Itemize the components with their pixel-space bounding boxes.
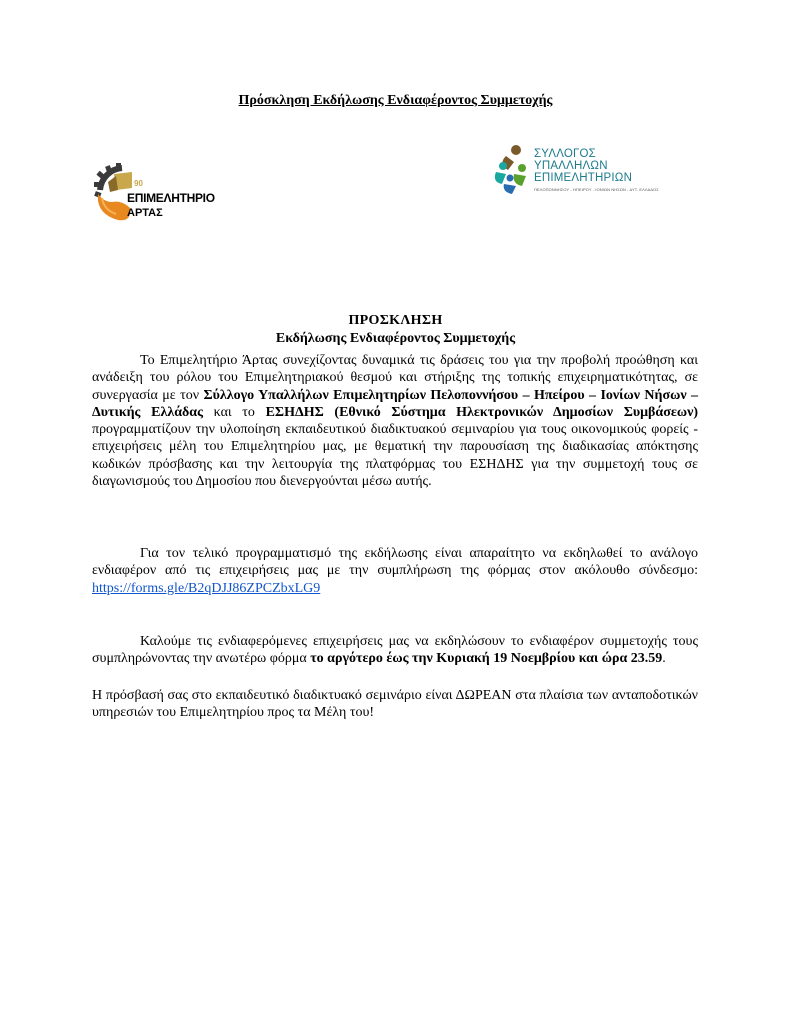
paragraph-deadline-text-1: Καλούμε τις ενδιαφερόμενες επιχειρήσεις μας να εκδηλώσουν το ενδιαφέρον συμμετοχής τους συμπληρώνοντας την ανωτέρω φόρμα xyxy=(92,634,698,667)
paragraph-intro-bold-association: Σύλλογο Υπαλλήλων Επιμελητηρίων Πελοποννήσου – Ηπείρου – Ιονίων Νήσων – Δυτικής Ελλάδας xyxy=(92,387,699,420)
association-logo-line1: ΣΥΛΛΟΓΟΣ xyxy=(534,148,596,160)
chamber-logo xyxy=(92,160,217,230)
paragraph-deadline xyxy=(92,633,698,668)
association-logo xyxy=(488,142,659,220)
paragraph-deadline-text-2: . xyxy=(662,651,666,667)
association-logo-figures-icon xyxy=(488,142,536,197)
paragraph-intro-bold-eshdhs: ΕΣΗΔΗΣ (Εθνικό Σύστημα Ηλεκτρονικών Δημοσίων Συμβάσεων) xyxy=(265,404,698,420)
paragraph-intro-text-3: προγραμματίζουν την υλοποίηση εκπαιδευτικού διαδικτυακού σεμιναρίου για τους οικονομικούς φορείς - επιχειρήσεις μέλη του Επιμελητηρίου μας, με θεματική την παρουσίαση της διαδικασίας απόκτησης κωδικών πρόσβασης και την λειτουργία της πλατφόρμας του ΕΣΗΔΗΣ για την συμμετοχή τους σε διαγωνισμούς του Δημοσίου που διενεργούνται μέσω αυτής. xyxy=(92,422,698,490)
invitation-subheading: Εκδήλωσης Ενδιαφέροντος Συμμετοχής xyxy=(275,331,516,346)
association-logo-line2: ΥΠΑΛΛΗΛΩΝ xyxy=(534,160,608,172)
association-logo-tagline: ΠΕΛΟΠΟΝΝΗΣΟΥ - ΗΠΕΙΡΟΥ - ΙΟΝΙΩΝ ΝΗΣΩΝ - ΔΥΤ. ΕΛΛΑΔΟΣ xyxy=(534,187,659,192)
chamber-logo-name: ΕΠΙΜΕΛΗΤΗΡΙΟ xyxy=(127,191,215,205)
paragraph-free-access-text: Η πρόσβασή σας στο εκπαιδευτικό διαδικτυακό σεμινάριο είναι ΔΩΡΕΑΝ στα πλαίσια των ανταποδοτικών υπηρεσιών του Επιμελητηρίου προς τα Μέλη του! xyxy=(92,688,698,721)
paragraph-intro-text-2: και το xyxy=(203,404,266,420)
paragraph-free-access xyxy=(92,687,698,722)
document-title: Πρόσκληση Εκδήλωσης Ενδιαφέροντος Συμμετοχής xyxy=(238,93,553,108)
association-logo-line3: ΕΠΙΜΕΛΗΤΗΡΙΩΝ xyxy=(534,172,633,184)
invitation-heading: ΠΡΟΣΚΛΗΣΗ xyxy=(348,313,443,328)
paragraph-intro xyxy=(92,352,698,490)
paragraph-form xyxy=(92,545,698,597)
chamber-logo-city: ΑΡΤΑΣ xyxy=(127,207,163,219)
form-link[interactable]: https://forms.gle/B2qDJJ86ZPCZbxLG9 xyxy=(92,580,321,596)
association-logo-text xyxy=(534,148,632,184)
paragraph-deadline-bold-date: το αργότερο έως την Κυριακή 19 Νοεμβρίου και ώρα 23.59 xyxy=(310,651,663,667)
svg-text:90: 90 xyxy=(134,179,143,188)
paragraph-form-text: Για τον τελικό προγραμματισμό της εκδήλωσης είναι απαραίτητο να εκδηλωθεί το ανάλογο ενδιαφέρον από τις επιχειρήσεις μας με την συμπλήρωση της φόρμας στον ακόλουθο σύνδεσμο: xyxy=(92,546,698,579)
paragraph-intro-text-1: Το Επιμελητήριο Άρτας συνεχίζοντας δυναμικά τις δράσεις του για την προβολή προώθηση και ανάδειξη του ρόλου του Επιμελητηριακού θεσμού και στήριξης της τοπικής επιχειρηματικότητας, σε συνεργασία με τον xyxy=(92,353,698,403)
